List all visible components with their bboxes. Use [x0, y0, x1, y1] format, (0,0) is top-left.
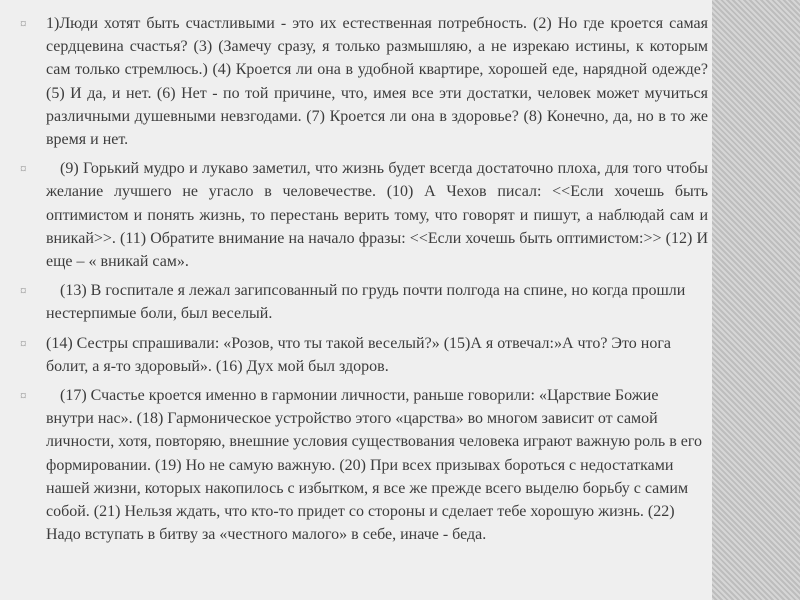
bullet-icon: ¤	[20, 161, 27, 177]
bullet-icon: ¤	[20, 16, 27, 31]
paragraph-text: (14) Сестры спрашивали: «Розов, что ты такой веселый?» (15)А я отвечал:»А что? Это нога болит, а я-то здоровый». (16) Дух мой был здоров.	[46, 334, 671, 375]
paragraph-text: (9) Горький мудро и лукаво заметил, что жизнь будет всегда достаточно плоха, для того чтобы желание лучшего не угасло в человечестве. (10) А Чехов писал: <<Если хочешь быть оптимистом и понять жизнь, то перестань верить тому, что говорят и пишут, а наблюдай сам и вникай>>. (11) Обратите внимание на начало фразы: <<Если хочешь быть оптимистом:>> (12) И еще – « вникай сам».	[46, 160, 708, 271]
paragraph-1	[18, 12, 708, 151]
bullet-icon: ¤	[20, 335, 27, 351]
paragraph-5	[18, 384, 708, 546]
paragraph-text: (13) В госпитале я лежал загипсованный по грудь почти полгода на спине, но когда прошли нестерпимые боли, был веселый.	[46, 282, 686, 323]
paragraph-2	[18, 157, 708, 273]
paragraph-4	[18, 332, 708, 378]
paragraph-text: (17) Счастье кроется именно в гармонии личности, раньше говорили: «Царствие Божие внутри нас». (18) Гармоническое устройство этого «царства» во многом зависит от самой личности, хотя, повторяю, внешние условия существования человека играют важную роль в его формировании. (19) Но не самую важную. (20) При всех призывах бороться с недостатками нашей жизни, которых накопилось с избытком, я все же прежде всего выделю борьбу с самим собой. (21) Нельзя ждать, что кто-то придет со стороны и сделает тебе хорошую жизнь. (22) Надо вступать в битву за «честного малого» в себе, иначе - беда.	[46, 387, 703, 544]
decorative-stripe	[712, 0, 800, 600]
bullet-icon: ¤	[20, 283, 27, 299]
text-body	[18, 12, 708, 552]
bullet-icon: ¤	[20, 388, 27, 404]
paragraph-text: 1)Люди хотят быть счастливыми - это их естественная потребность. (2) Но где кроется самая сердцевина счастья? (3) (Замечу сразу, я только размышляю, а не изрекаю истины, к которым сам только стремлюсь.) (4) Кроется ли она в удобной квартире, хорошей еде, нарядной одежде? (5) И да, и нет. (6) Нет - по той причине, что, имея все эти достатки, человек может мучиться различными душевными невзгодами. (7) Кроется ли она в здоровье? (8) Конечно, да, но в то же время и нет.	[46, 15, 708, 149]
paragraph-3	[18, 279, 708, 325]
